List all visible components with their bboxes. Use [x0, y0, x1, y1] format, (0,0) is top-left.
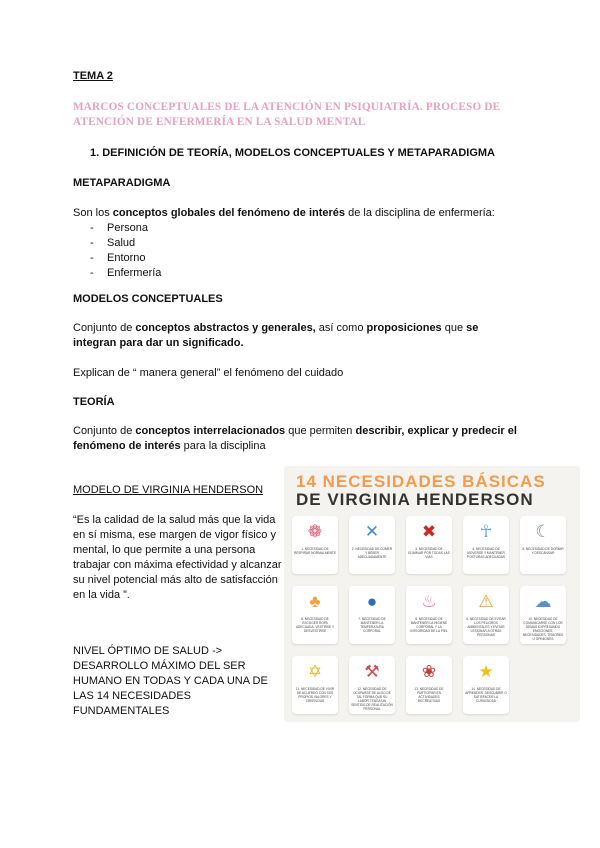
modelos-heading: MODELOS CONCEPTUALES: [73, 293, 223, 305]
topic-label: TEMA 2: [73, 70, 113, 82]
clothes-icon: ♣: [309, 592, 321, 611]
list-item: - Enfermería: [90, 266, 161, 281]
need-card: [463, 516, 509, 574]
need-label: 4. NECESIDAD DE MOVERSE Y MANTENER POSTURAS ADECUADAS: [466, 547, 506, 559]
need-card: [463, 656, 509, 714]
need-label: 14. NECESIDAD DE APRENDER, DESCUBRIR O SATISFACER LA CURIOSIDAD: [465, 687, 507, 703]
warning-icon: ⚠: [478, 592, 494, 611]
list-item: - Salud: [90, 236, 161, 251]
utensils-icon: ✕: [364, 522, 380, 541]
need-card: [406, 516, 452, 574]
lungs-icon: ❁: [307, 522, 323, 541]
teoria-heading: TEORÍA: [73, 396, 115, 408]
need-card: [406, 586, 452, 644]
need-card: [349, 586, 395, 644]
need-label: 6. NECESIDAD DE ESCOGER ROPA ADECUADA, VESTIRSE Y DESVESTIRSE: [295, 617, 335, 633]
henderson-infographic: [284, 466, 580, 722]
excretion-icon: ✖: [421, 522, 437, 541]
need-label: 10. NECESIDAD DE COMUNICARSE CON LOS DEMÁS EXPRESANDO EMOCIONES, NECESIDADES, TEMORES U OPINIONES: [522, 617, 564, 641]
learning-icon: ★: [478, 662, 494, 681]
need-label: 8. NECESIDAD DE MANTENER LA HIGIENE CORPORAL Y LA INTEGRIDAD DE LA PIEL: [410, 617, 448, 633]
need-card: [292, 516, 338, 574]
need-card: [349, 656, 395, 714]
need-card: [463, 586, 509, 644]
beliefs-icon: ✡: [307, 662, 323, 681]
infographic-title: 14 NECESIDADES BÁSICAS: [296, 472, 546, 491]
movement-icon: ☥: [479, 522, 493, 541]
bath-icon: ♨: [421, 592, 437, 611]
list-item: - Entorno: [90, 251, 161, 266]
need-card: [349, 516, 395, 574]
need-card: [292, 656, 338, 714]
need-label: 2. NECESIDAD DE COMER Y BEBER ADECUADAMENTE: [351, 547, 393, 559]
need-label: 9. NECESIDAD DE EVITAR LOS PELIGROS AMBIENTALES Y EVITAR LESIONAR A OTRAS PERSONAS: [466, 617, 506, 637]
infographic-subtitle: DE VIRGINIA HENDERSON: [296, 490, 534, 509]
teoria-paragraph: Conjunto de conceptos interrelacionados que permiten describir, explicar y predecir el fenómeno de interés para la disciplina: [73, 425, 517, 452]
henderson-nivel: NIVEL ÓPTIMO DE SALUD -> DESARROLLO MÁXIMO DEL SER HUMANO EN TODAS Y CADA UNA DE LAS 14 NECESIDADES FUNDAMENTALES: [73, 645, 268, 717]
list-item: - Persona: [90, 221, 161, 236]
sleep-icon: ☾: [535, 522, 551, 541]
henderson-heading: MODELO DE VIRGINIA HENDERSON: [73, 484, 264, 496]
leisure-icon: ❀: [421, 662, 437, 681]
need-label: 3. NECESIDAD DE ELIMINAR POR TODAS LAS VÍAS: [408, 547, 450, 559]
need-label: 12. NECESIDAD DE OCUPARSE DE ALGO DE TAL FORMA QUE SU LABOR TENGA UN SENTIDO DE REALIZACIÓN PERSONAL: [351, 687, 393, 711]
temperature-icon: ●: [366, 592, 378, 611]
need-label: 11. NECESIDAD DE VIVIR DE ACUERDO CON SUS PROPIOS VALORES Y CREENCIAS: [295, 687, 335, 703]
work-icon: ⚒: [364, 662, 380, 681]
need-card: [520, 586, 566, 644]
section-heading: 1. DEFINICIÓN DE TEORÍA, MODELOS CONCEPTUALES Y METAPARADIGMA: [90, 147, 495, 159]
need-label: 7. NECESIDAD DE MANTENER LA TEMPERATURA CORPORAL: [358, 617, 386, 633]
modelos-explanation: Explican de “ manera general” el fenómeno del cuidado: [73, 367, 344, 379]
need-card: [406, 656, 452, 714]
metaparadigma-list: [90, 221, 161, 281]
page-title: MARCOS CONCEPTUALES DE LA ATENCIÓN EN PSIQUIATRÍA. PROCESO DE ATENCIÓN DE ENFERMERÍA EN LA SALUD MENTAL: [73, 101, 501, 128]
metaparadigma-intro: Son los conceptos globales del fenómeno de interés de la disciplina de enfermería:: [73, 207, 495, 219]
need-label: 1. NECESIDAD DE RESPIRAR NORMALMENTE: [294, 547, 336, 555]
communication-icon: ☁: [534, 592, 552, 611]
need-card: [520, 516, 566, 574]
modelos-paragraph: Conjunto de conceptos abstractos y generales, así como proposiciones que se integran para dar un significado.: [73, 322, 479, 349]
metaparadigma-heading: METAPARADIGMA: [73, 177, 171, 189]
need-card: [292, 586, 338, 644]
henderson-quote: “Es la calidad de la salud más que la vida en sí misma, ese margen de vigor físico y mental, lo que permite a una persona trabajar con máxima efectividad y alcanzar su nivel potencial más alto de satisfacción en la vida ”.: [73, 514, 282, 601]
need-label: 5. NECESIDAD DE DORMIR Y DESCANSAR: [522, 547, 564, 555]
need-label: 13. NECESIDAD DE PARTICIPAR EN ACTIVIDADES RECREATIVAS: [414, 687, 444, 703]
